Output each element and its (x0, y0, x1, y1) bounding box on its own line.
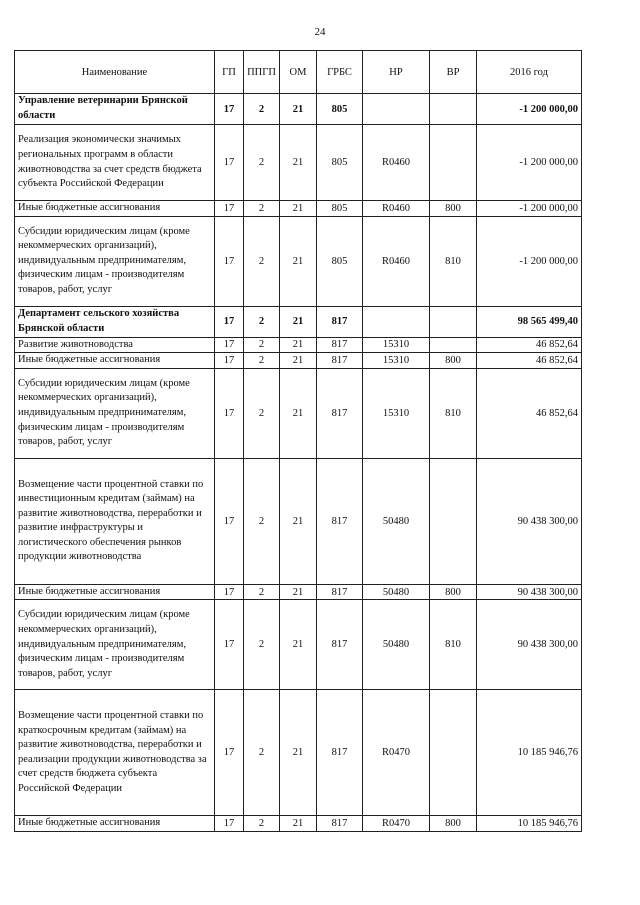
row-name-cell: Иные бюджетные ассигнования (15, 201, 215, 217)
header-om: ОМ (280, 51, 317, 94)
row-vr-cell: 800 (430, 584, 477, 600)
table-row (15, 353, 582, 369)
row-grbs-cell: 817 (317, 600, 363, 690)
table-row (15, 216, 582, 306)
row-amount-cell: -1 200 000,00 (477, 201, 582, 217)
table-row (15, 201, 582, 217)
row-nr-cell (363, 306, 430, 337)
row-om-cell: 21 (280, 216, 317, 306)
row-gp-cell: 17 (215, 125, 244, 201)
table-row (15, 458, 582, 584)
row-name-cell: Департамент сельского хозяйства Брянской области (15, 306, 215, 337)
row-grbs-cell: 805 (317, 216, 363, 306)
row-gp-cell: 17 (215, 353, 244, 369)
table-row (15, 690, 582, 816)
header-name: Наименование (15, 51, 215, 94)
row-vr-cell (430, 94, 477, 125)
header-grbs: ГРБС (317, 51, 363, 94)
row-grbs-cell: 817 (317, 368, 363, 458)
row-nr-cell: 50480 (363, 458, 430, 584)
header-nr: НР (363, 51, 430, 94)
row-name-cell: Иные бюджетные ассигнования (15, 816, 215, 832)
row-nr-cell: R0470 (363, 816, 430, 832)
row-nr-cell: 15310 (363, 337, 430, 353)
row-nr-cell: 50480 (363, 584, 430, 600)
row-grbs-cell: 817 (317, 458, 363, 584)
row-nr-cell: R0460 (363, 216, 430, 306)
row-amount-cell: 10 185 946,76 (477, 816, 582, 832)
table-row (15, 600, 582, 690)
row-nr-cell: R0460 (363, 201, 430, 217)
row-ppgp-cell: 2 (244, 306, 280, 337)
row-name-cell: Субсидии юридическим лицам (кроме некоммерческих организаций), индивидуальным предпринимателям, физическим лицам - производителям товаров, работ, услуг (15, 368, 215, 458)
row-om-cell: 21 (280, 125, 317, 201)
row-name-cell: Субсидии юридическим лицам (кроме некоммерческих организаций), индивидуальным предпринимателям, физическим лицам - производителям товаров, работ, услуг (15, 600, 215, 690)
table-row (15, 816, 582, 832)
row-name-cell: Возмещение части процентной ставки по краткосрочным кредитам (займам) на развитие животноводства, переработки и реализации продукции животноводства за счет средств бюджета субъекта Российской Федерации (15, 690, 215, 816)
row-vr-cell (430, 690, 477, 816)
row-gp-cell: 17 (215, 816, 244, 832)
row-nr-cell (363, 94, 430, 125)
row-ppgp-cell: 2 (244, 368, 280, 458)
row-gp-cell: 17 (215, 690, 244, 816)
table-row (15, 368, 582, 458)
header-row (15, 51, 582, 94)
row-amount-cell: 46 852,64 (477, 368, 582, 458)
row-amount-cell: -1 200 000,00 (477, 125, 582, 201)
row-grbs-cell: 805 (317, 94, 363, 125)
header-ppgp: ППГП (244, 51, 280, 94)
row-ppgp-cell: 2 (244, 125, 280, 201)
row-gp-cell: 17 (215, 94, 244, 125)
row-om-cell: 21 (280, 584, 317, 600)
row-om-cell: 21 (280, 690, 317, 816)
table-row (15, 125, 582, 201)
row-gp-cell: 17 (215, 216, 244, 306)
table-body (15, 94, 582, 832)
row-om-cell: 21 (280, 600, 317, 690)
row-name-cell: Субсидии юридическим лицам (кроме некоммерческих организаций), индивидуальным предпринимателям, физическим лицам - производителям товаров, работ, услуг (15, 216, 215, 306)
budget-table (14, 50, 582, 832)
row-om-cell: 21 (280, 337, 317, 353)
row-grbs-cell: 817 (317, 337, 363, 353)
row-vr-cell: 800 (430, 816, 477, 832)
header-year: 2016 год (477, 51, 582, 94)
row-vr-cell: 800 (430, 201, 477, 217)
row-ppgp-cell: 2 (244, 584, 280, 600)
row-amount-cell: 90 438 300,00 (477, 458, 582, 584)
row-grbs-cell: 817 (317, 816, 363, 832)
table-row (15, 306, 582, 337)
row-gp-cell: 17 (215, 201, 244, 217)
row-amount-cell: 90 438 300,00 (477, 584, 582, 600)
row-om-cell: 21 (280, 816, 317, 832)
row-vr-cell: 800 (430, 353, 477, 369)
row-om-cell: 21 (280, 353, 317, 369)
row-om-cell: 21 (280, 94, 317, 125)
row-vr-cell (430, 337, 477, 353)
row-grbs-cell: 817 (317, 690, 363, 816)
row-nr-cell: 15310 (363, 368, 430, 458)
row-amount-cell: -1 200 000,00 (477, 216, 582, 306)
row-om-cell: 21 (280, 368, 317, 458)
row-om-cell: 21 (280, 306, 317, 337)
row-ppgp-cell: 2 (244, 816, 280, 832)
header-gp: ГП (215, 51, 244, 94)
row-nr-cell: R0470 (363, 690, 430, 816)
row-vr-cell (430, 306, 477, 337)
page-number: 24 (314, 26, 326, 38)
row-vr-cell (430, 458, 477, 584)
row-ppgp-cell: 2 (244, 600, 280, 690)
row-gp-cell: 17 (215, 368, 244, 458)
row-ppgp-cell: 2 (244, 690, 280, 816)
row-gp-cell: 17 (215, 584, 244, 600)
table-row (15, 337, 582, 353)
row-amount-cell: 90 438 300,00 (477, 600, 582, 690)
row-name-cell: Иные бюджетные ассигнования (15, 584, 215, 600)
row-amount-cell: 46 852,64 (477, 353, 582, 369)
row-vr-cell: 810 (430, 600, 477, 690)
row-name-cell: Управление ветеринарии Брянской области (15, 94, 215, 125)
row-name-cell: Реализация экономически значимых региональных программ в области животноводства за счет средств бюджета субъекта Российской Федерации (15, 125, 215, 201)
header-vr: ВР (430, 51, 477, 94)
table-row (15, 584, 582, 600)
row-grbs-cell: 817 (317, 306, 363, 337)
table-row (15, 94, 582, 125)
row-gp-cell: 17 (215, 337, 244, 353)
row-ppgp-cell: 2 (244, 201, 280, 217)
row-nr-cell: R0460 (363, 125, 430, 201)
row-amount-cell: 10 185 946,76 (477, 690, 582, 816)
row-amount-cell: 46 852,64 (477, 337, 582, 353)
row-ppgp-cell: 2 (244, 94, 280, 125)
row-amount-cell: 98 565 499,40 (477, 306, 582, 337)
row-vr-cell (430, 125, 477, 201)
row-nr-cell: 50480 (363, 600, 430, 690)
row-om-cell: 21 (280, 201, 317, 217)
row-name-cell: Возмещение части процентной ставки по инвестиционным кредитам (займам) на развитие животноводства, переработки и развитие инфраструктуры и логистического обеспечения рынков продукции животноводства (15, 458, 215, 584)
row-gp-cell: 17 (215, 600, 244, 690)
row-name-cell: Развитие животноводства (15, 337, 215, 353)
row-gp-cell: 17 (215, 458, 244, 584)
row-vr-cell: 810 (430, 368, 477, 458)
row-grbs-cell: 817 (317, 584, 363, 600)
row-ppgp-cell: 2 (244, 337, 280, 353)
row-grbs-cell: 805 (317, 201, 363, 217)
row-vr-cell: 810 (430, 216, 477, 306)
row-ppgp-cell: 2 (244, 216, 280, 306)
row-name-cell: Иные бюджетные ассигнования (15, 353, 215, 369)
row-om-cell: 21 (280, 458, 317, 584)
row-ppgp-cell: 2 (244, 458, 280, 584)
row-grbs-cell: 805 (317, 125, 363, 201)
row-grbs-cell: 817 (317, 353, 363, 369)
row-amount-cell: -1 200 000,00 (477, 94, 582, 125)
row-ppgp-cell: 2 (244, 353, 280, 369)
row-gp-cell: 17 (215, 306, 244, 337)
row-nr-cell: 15310 (363, 353, 430, 369)
